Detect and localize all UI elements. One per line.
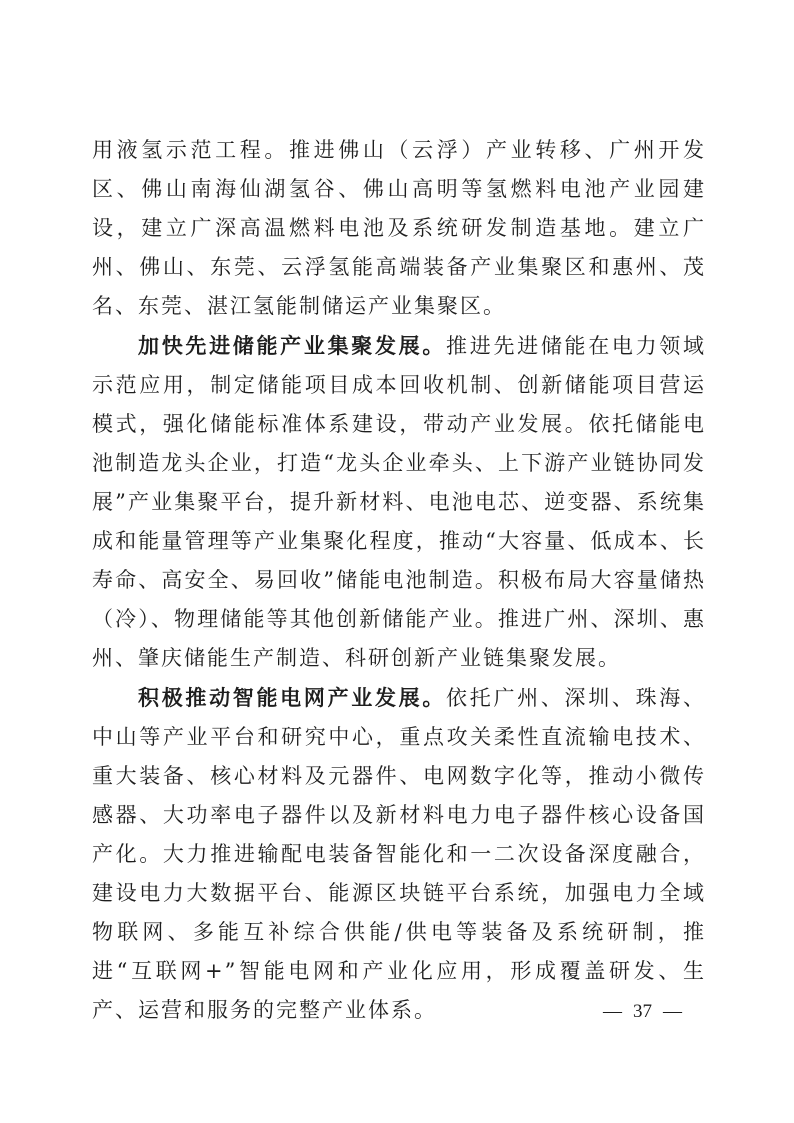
paragraph-text: 用液氢示范工程。推进佛山（云浮）产业转移、广州开发区、佛山南海仙湖氢谷、佛山高明等氢燃料电池产业园建设，建立广深高温燃料电池及系统研发制造基地。建立广州、佛山、东莞、云浮氢能高端装备产业集聚区和惠州、茂名、东莞、湛江氢能制储运产业集聚区。 bbox=[92, 138, 706, 318]
paragraph-lead: 积极推动智能电网产业发展。 bbox=[138, 685, 447, 710]
page-footer bbox=[603, 1001, 682, 1023]
footer-dash-left: — bbox=[603, 1001, 622, 1022]
paragraph-smart-grid bbox=[92, 678, 706, 1030]
paragraph-continuation bbox=[92, 130, 706, 326]
paragraph-energy-storage bbox=[92, 326, 706, 678]
footer-dash-right: — bbox=[663, 1001, 682, 1022]
paragraph-lead: 加快先进储能产业集聚发展。 bbox=[138, 333, 447, 358]
document-body bbox=[92, 130, 706, 1030]
paragraph-text: 依托广州、深圳、珠海、中山等产业平台和研究中心，重点攻关柔性直流输电技术、重大装备、核心材料及元器件、电网数字化等，推动小微传感器、大功率电子器件以及新材料电力电子器件核心设备国产化。大力推进输配电装备智能化和一二次设备深度融合，建设电力大数据平台、能源区块链平台系统，加强电力全域物联网、多能互补综合供能/供电等装备及系统研制，推进“互联网+”智能电网和产业化应用，形成覆盖研发、生产、运营和服务的完整产业体系。 bbox=[92, 686, 707, 1022]
footer-page-number: 37 bbox=[633, 1001, 652, 1022]
paragraph-text: 推进先进储能在电力领域示范应用，制定储能项目成本回收机制、创新储能项目营运模式，强化储能标准体系建设，带动产业发展。依托储能电池制造龙头企业，打造“龙头企业牵头、上下游产业链协同发展”产业集聚平台，提升新材料、电池电芯、逆变器、系统集成和能量管理等产业集聚化程度，推动“大容量、低成本、长寿命、高安全、易回收”储能电池制造。积极布局大容量储热（冷）、物理储能等其他创新储能产业。推进广州、深圳、惠州、肇庆储能生产制造、科研创新产业链集聚发展。 bbox=[92, 334, 707, 670]
